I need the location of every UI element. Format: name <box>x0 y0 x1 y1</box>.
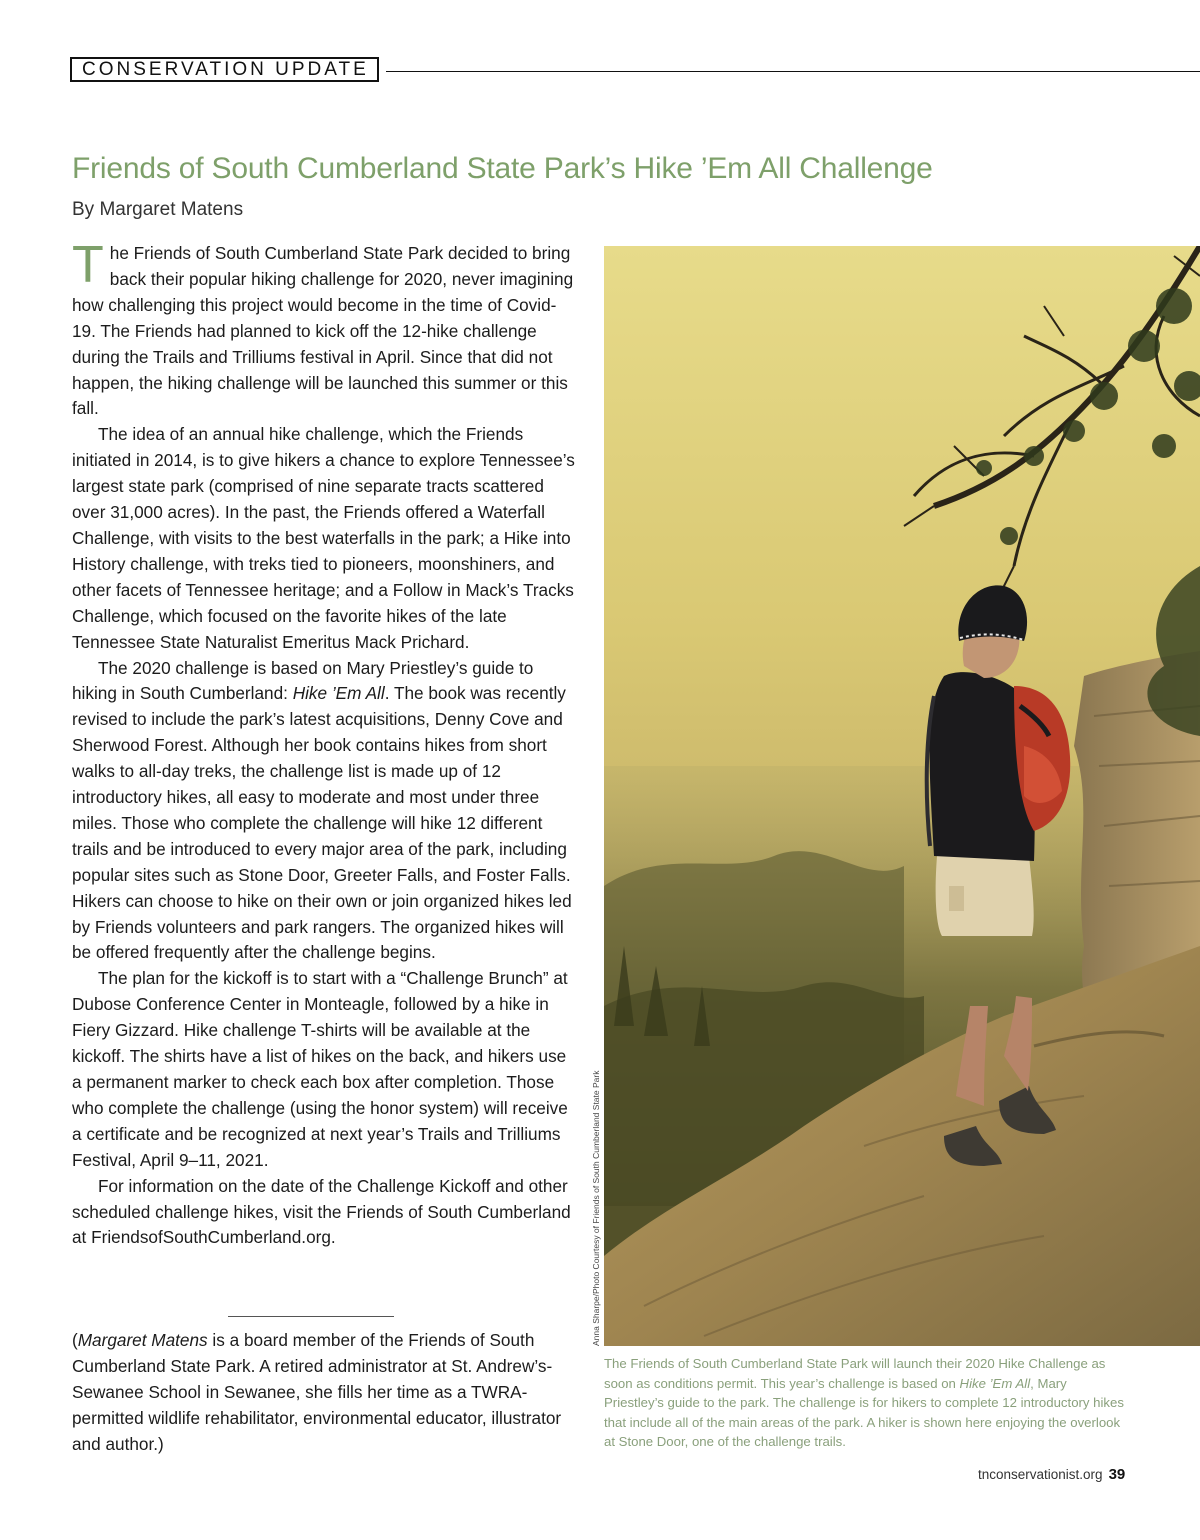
footer-site: tnconservationist.org <box>978 1467 1103 1482</box>
article-paragraph-3: The 2020 challenge is based on Mary Priestley’s guide to hiking in South Cumberland: Hike ’Em All. The book was recently revised to include the park’s latest acquisitions, Denny Cove and Sherwood Forest. Although her book contains hikes from short walks to all-day treks, the challenge list is made up of 12 introductory hikes, all easy to moderate and most under three miles. Those who complete the challenge will hike 12 different trails and be introduced to every major area of the park, including popular sites such as Stone Door, Greeter Falls, and Foster Falls. Hikers can choose to hike on their own or join organized hikes led by Friends volunteers and park rangers. The organized hikes will be offered frequently after the challenge begins. <box>72 657 572 963</box>
page-footer <box>978 1466 1125 1483</box>
article-byline: By Margaret Matens <box>72 199 244 220</box>
article-paragraph-2: The idea of an annual hike challenge, which the Friends initiated in 2014, is to give hikers a chance to explore Tennessee’s largest state park (comprised of nine separate tracts scattered over 31,000 acres). In the past, the Friends offered a Waterfall Challenge, with visits to the best waterfalls in the park; a Hike into History challenge, with treks tied to pioneers, moonshiners, and other facets of Tennessee heritage; and a Follow in Mack’s Tracks Challenge, which focused on the favorite hikes of the late Tennessee State Naturalist Emeritus Mack Prichard. <box>72 424 575 652</box>
bio-divider <box>228 1316 394 1317</box>
article-body <box>72 236 577 1251</box>
book-title: Hike ’Em All <box>292 683 385 704</box>
drop-cap: T <box>72 236 104 294</box>
author-bio: (Margaret Matens is a board member of the Friends of South Cumberland State Park. A retired administrator at St. Andrew’s-Sewanee School in Sewanee, she fills her time as a TWRA-permitted wildlife rehabilitator, environmental educator, illustrator and author.) <box>72 1330 562 1454</box>
hiker-photo <box>604 246 1200 1346</box>
article-headline: Friends of South Cumberland State Park’s Hike ’Em All Challenge <box>72 152 933 185</box>
photo-credit: Anna Sharpe/Photo Courtesy of Friends of South Cumberland State Park <box>591 1070 601 1346</box>
page-number: 39 <box>1108 1466 1126 1483</box>
section-rule <box>386 71 1200 72</box>
photo-caption: The Friends of South Cumberland State Park will launch their 2020 Hike Challenge as soon as conditions permit. This year’s challenge is based on Hike ’Em All, Mary Priestley’s guide to the park. The challenge is for hikers to complete 12 introductory hikes that include all of the main areas of the park. A hiker is shown here enjoying the overlook at Stone Door, one of the challenge trails. <box>604 1356 1124 1449</box>
article-paragraph-4: The plan for the kickoff is to start with a “Challenge Brunch” at Dubose Conference Center in Monteagle, followed by a hike in Fiery Gizzard. Hike challenge T-shirts will be available at the kickoff. The shirts have a list of hikes on the back, and hikers use a permanent marker to check each box after completion. Those who complete the challenge (using the honor system) will receive a certificate and be recognized at next year’s Trails and Trilliums Festival, April 9–11, 2021. <box>72 968 568 1170</box>
section-tag: CONSERVATION UPDATE <box>70 57 379 82</box>
article-paragraph-5: For information on the date of the Challenge Kickoff and other scheduled challenge hikes, visit the Friends of South Cumberland at FriendsofSouthCumberland.org. <box>72 1175 571 1248</box>
author-name: Margaret Matens <box>77 1330 208 1350</box>
article-paragraph-1: The Friends of South Cumberland State Park decided to bring back their popular hiking challenge for 2020, never imagining how challenging this project would become in the time of Covid-19. The Friends had planned to kick off the 12-hike challenge during the Trails and Trilliums festival in April. Since that did not happen, the hiking challenge will be launched this summer or this fall. <box>72 236 574 419</box>
